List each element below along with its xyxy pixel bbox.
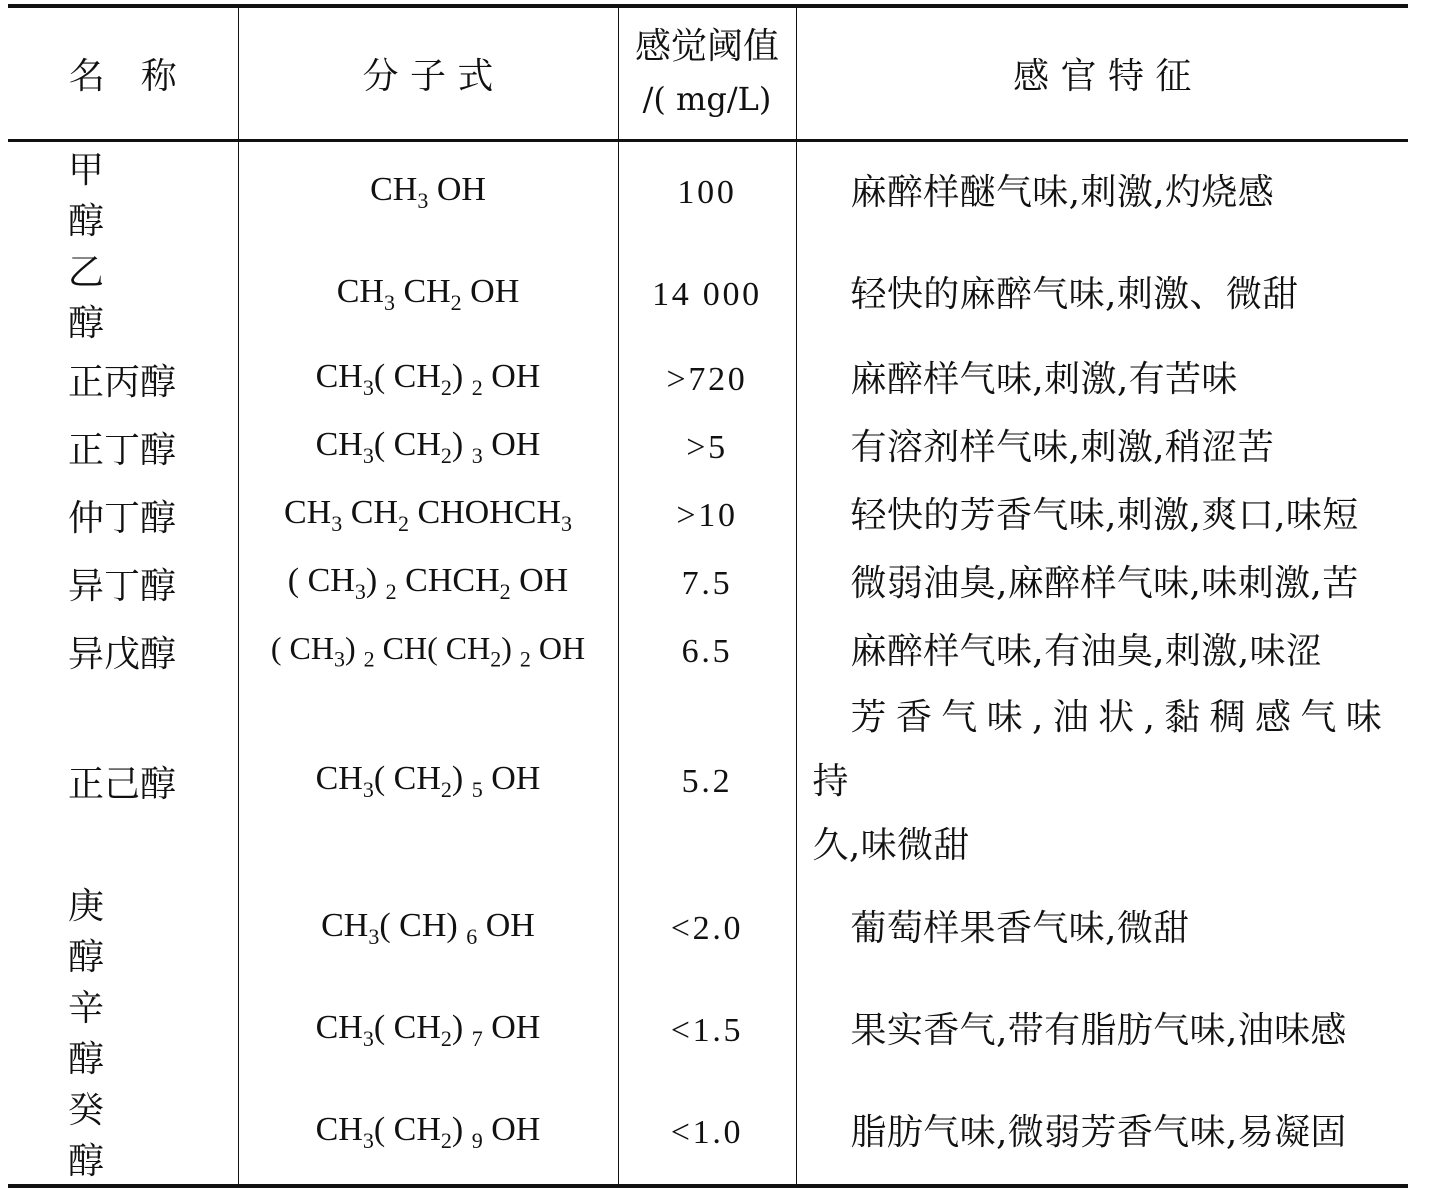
table-row xyxy=(8,686,1408,878)
cell-name: 庚醇 xyxy=(8,878,238,980)
cell-name: 辛醇 xyxy=(8,980,238,1082)
cell-character: 麻醉样醚气味,刺激,灼烧感 xyxy=(850,171,1275,213)
cell-threshold: <2.0 xyxy=(618,878,796,980)
cell-name: 正丙醇 xyxy=(8,346,238,414)
cell-threshold: >5 xyxy=(618,414,796,482)
header-threshold xyxy=(618,6,796,140)
cell-threshold: 5.2 xyxy=(618,686,796,878)
cell-formula: $CH_3$( CH) $_6$ OH xyxy=(238,878,618,980)
cell-character: 脂肪气味,微弱芳香气味,易凝固 xyxy=(850,1111,1347,1153)
table-row xyxy=(8,550,1408,618)
table-row xyxy=(8,878,1408,980)
cell-threshold: 14 000 xyxy=(618,244,796,346)
cell-name: 正丁醇 xyxy=(8,414,238,482)
cell-name: 正己醇 xyxy=(8,686,238,878)
alcohol-sensory-table-container xyxy=(8,4,1408,1182)
cell-character: 果实香气,带有脂肪气味,油味感 xyxy=(850,1009,1347,1051)
cell-formula: $CH_3$( $CH_2$) $_5$ OH xyxy=(238,686,618,878)
alcohol-sensory-table xyxy=(8,4,1408,1188)
cell-character: 麻醉样气味,刺激,有苦味 xyxy=(850,358,1238,400)
table-row xyxy=(8,140,1408,244)
cell-formula: $CH_3$ $CH_2$ OH xyxy=(238,244,618,346)
cell-character: 微弱油臭,麻醉样气味,味刺激,苦 xyxy=(850,562,1359,604)
cell-formula: $CH_3$( $CH_2$) $_9$ OH xyxy=(238,1082,618,1186)
cell-name: 异丁醇 xyxy=(8,550,238,618)
cell-name: 乙醇 xyxy=(8,244,238,346)
cell-threshold: <1.5 xyxy=(618,980,796,1082)
cell-threshold: >720 xyxy=(618,346,796,414)
table-row xyxy=(8,980,1408,1082)
cell-formula: $CH_3$ $CH_2$ $CHOHCH_3$ xyxy=(238,482,618,550)
cell-character: 葡萄样果香气味,微甜 xyxy=(850,907,1190,949)
cell-character: 轻快的芳香气味,刺激,爽口,味短 xyxy=(850,494,1359,536)
cell-threshold: 100 xyxy=(618,140,796,244)
table-row xyxy=(8,414,1408,482)
cell-name: 异戊醇 xyxy=(8,618,238,686)
table-row xyxy=(8,1082,1408,1186)
table-row xyxy=(8,618,1408,686)
cell-formula: ( $CH_3$) $_2$ CH( $CH_2$) $_2$ OH xyxy=(238,618,618,686)
cell-name: 癸醇 xyxy=(8,1082,238,1186)
cell-threshold: >10 xyxy=(618,482,796,550)
cell-character: 有溶剂样气味,刺激,稍涩苦 xyxy=(850,426,1275,468)
table-row xyxy=(8,482,1408,550)
cell-formula: $CH_3$( $CH_2$) $_2$ OH xyxy=(238,346,618,414)
table-row xyxy=(8,244,1408,346)
cell-character xyxy=(796,686,1408,878)
header-character: 感 官 特 征 xyxy=(796,6,1408,140)
cell-threshold: <1.0 xyxy=(618,1082,796,1186)
cell-character-line: 芳香气味,油状,黏稠感气味持 xyxy=(812,696,1392,802)
cell-formula: ( $CH_3$) $_2$ $CHCH_2$ OH xyxy=(238,550,618,618)
table-row xyxy=(8,346,1408,414)
header-threshold-unit: /( mg/L) xyxy=(642,80,772,119)
cell-formula: $CH_3$ OH xyxy=(238,140,618,244)
cell-formula: $CH_3$( $CH_2$) $_7$ OH xyxy=(238,980,618,1082)
header-formula: 分 子 式 xyxy=(238,6,618,140)
cell-threshold: 6.5 xyxy=(618,618,796,686)
cell-character-line: 久,味微甜 xyxy=(812,824,970,866)
header-threshold-title: 感觉阈值 xyxy=(634,26,779,68)
cell-character: 轻快的麻醉气味,刺激、微甜 xyxy=(850,273,1299,315)
cell-formula: $CH_3$( $CH_2$) $_3$ OH xyxy=(238,414,618,482)
cell-name: 仲丁醇 xyxy=(8,482,238,550)
cell-character: 麻醉样气味,有油臭,刺激,味涩 xyxy=(850,630,1323,672)
header-name: 名 称 xyxy=(8,6,238,140)
header-row xyxy=(8,6,1408,140)
cell-threshold: 7.5 xyxy=(618,550,796,618)
cell-name: 甲醇 xyxy=(8,140,238,244)
